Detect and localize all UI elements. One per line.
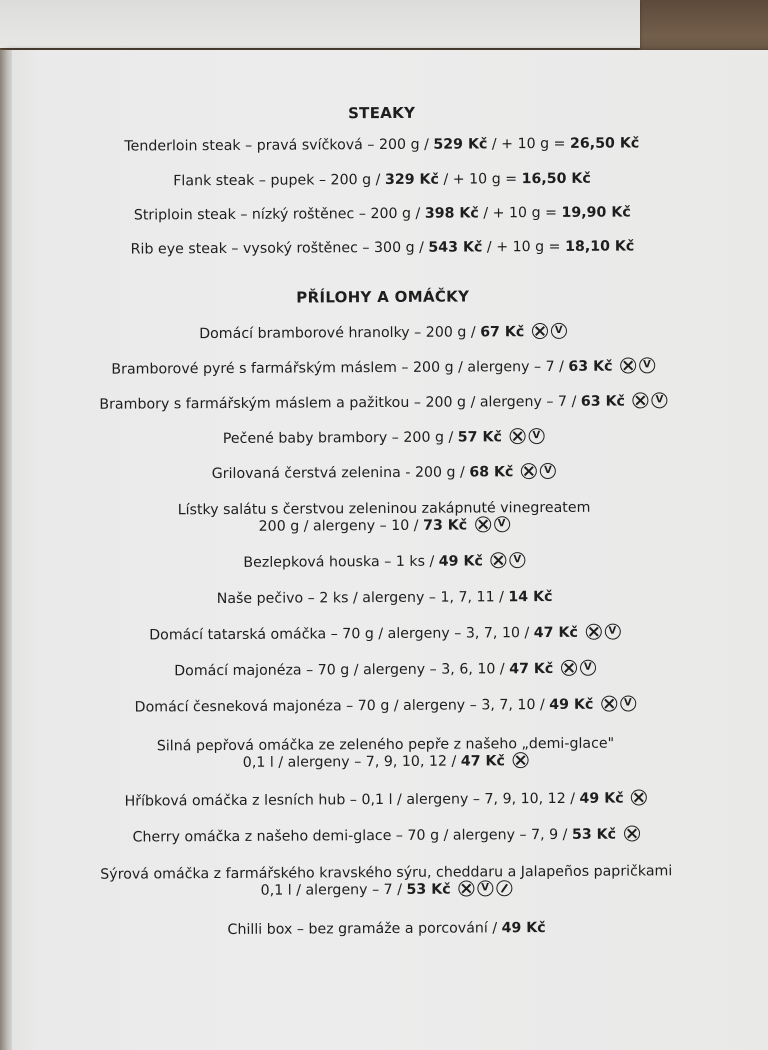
- menu-item: Rib eye steak – vysoký roštěnec – 300 g / 543 Kč / + 10 g = 18,10 Kč: [130, 238, 635, 258]
- gluten-free-icon: [475, 516, 491, 532]
- vegetarian-icon: [620, 695, 636, 711]
- vegetarian-icon: [551, 323, 567, 339]
- gluten-free-icon: [512, 752, 528, 768]
- menu-item: 200 g / alergeny – 10 / 73 Kč V: [0, 515, 768, 538]
- gluten-free-icon: [585, 624, 601, 640]
- gluten-free-icon: [532, 323, 548, 339]
- gluten-free-icon: [509, 428, 525, 444]
- vegetarian-icon: [639, 357, 655, 373]
- menu-item: Bramborové pyré s farmářským máslem – 200 g / alergeny – 7 / 63 Kč V: [0, 357, 767, 380]
- menu-item: Flank steak – pupek – 200 g / 329 Kč / + 10 g = 16,50 Kč: [173, 170, 591, 190]
- vegetarian-icon: [580, 660, 596, 676]
- menu-item: Domácí tatarská omáčka – 70 g / alergeny – 3, 7, 10 / 47 Kč V: [1, 623, 768, 646]
- menu-item: 0,1 l / alergeny – 7 / 53 Kč V: [2, 879, 768, 902]
- gluten-free-icon: [623, 825, 639, 841]
- section-title-steaky: STEAKY: [347, 103, 416, 123]
- vegetarian-icon: [651, 392, 667, 408]
- gluten-free-icon: [601, 696, 617, 712]
- gluten-free-icon: [521, 463, 537, 479]
- menu-item: Domácí majonéza – 70 g / alergeny – 3, 6, 10 / 47 Kč V: [1, 659, 768, 682]
- menu-item: Pečené baby brambory – 200 g / 57 Kč V: [0, 427, 768, 450]
- menu-item: Domácí česneková majonéza – 70 g / alergeny – 3, 7, 10 / 49 Kč V: [1, 695, 768, 718]
- menu-item: 0,1 l / alergeny – 7, 9, 10, 12 / 47 Kč: [2, 751, 768, 774]
- gluten-free-icon: [458, 880, 474, 896]
- menu-item: Lístky salátu s čerstvou zeleninou zakápnuté vinegreatem: [177, 499, 591, 519]
- menu-item: Bezlepková houska – 1 ks / 49 Kč V: [0, 551, 768, 574]
- vegetarian-icon: [528, 428, 544, 444]
- menu-item: Domácí bramborové hranolky – 200 g / 67 Kč V: [0, 322, 767, 345]
- vegetarian-icon: [540, 463, 556, 479]
- menu-item: Tenderloin steak – pravá svíčková – 200 g / 529 Kč / + 10 g = 26,50 Kč: [124, 135, 640, 155]
- gluten-free-icon: [490, 552, 506, 568]
- menu-item: Naše pečivo – 2 ks / alergeny – 1, 7, 11 / 14 Kč: [216, 588, 553, 608]
- vegetarian-icon: [477, 880, 493, 896]
- chili-icon: [496, 880, 512, 896]
- menu-item: Cherry omáčka z našeho demi-glace – 70 g / alergeny – 7, 9 / 53 Kč: [2, 825, 768, 848]
- menu-item: Striploin steak – nízký roštěnec – 200 g / 398 Kč / + 10 g = 19,90 Kč: [133, 204, 631, 224]
- menu-item: Grilovaná čerstvá zelenina - 200 g / 68 Kč V: [0, 462, 768, 485]
- menu-item: Sýrová omáčka z farmářského kravského sýru, cheddaru a Jalapeños papričkami: [100, 863, 673, 883]
- gluten-free-icon: [631, 789, 647, 805]
- gluten-free-icon: [561, 660, 577, 676]
- vegetarian-icon: [494, 516, 510, 532]
- section-title-prilohy: PŘÍLOHY A OMÁČKY: [296, 287, 470, 307]
- menu-item: Brambory s farmářským máslem a pažitkou – 200 g / alergeny – 7 / 63 Kč V: [0, 392, 767, 415]
- vegetarian-icon: [509, 552, 525, 568]
- gluten-free-icon: [632, 392, 648, 408]
- vegetarian-icon: [604, 624, 620, 640]
- menu-item: Hříbková omáčka z lesních hub – 0,1 l / alergeny – 7, 9, 10, 12 / 49 Kč: [2, 789, 768, 812]
- menu-item: Chilli box – bez gramáže a porcování / 49 Kč: [227, 920, 546, 938]
- menu-item: Silná pepřová omáčka ze zeleného pepře z našeho „demi-glace": [156, 735, 615, 755]
- gluten-free-icon: [620, 357, 636, 373]
